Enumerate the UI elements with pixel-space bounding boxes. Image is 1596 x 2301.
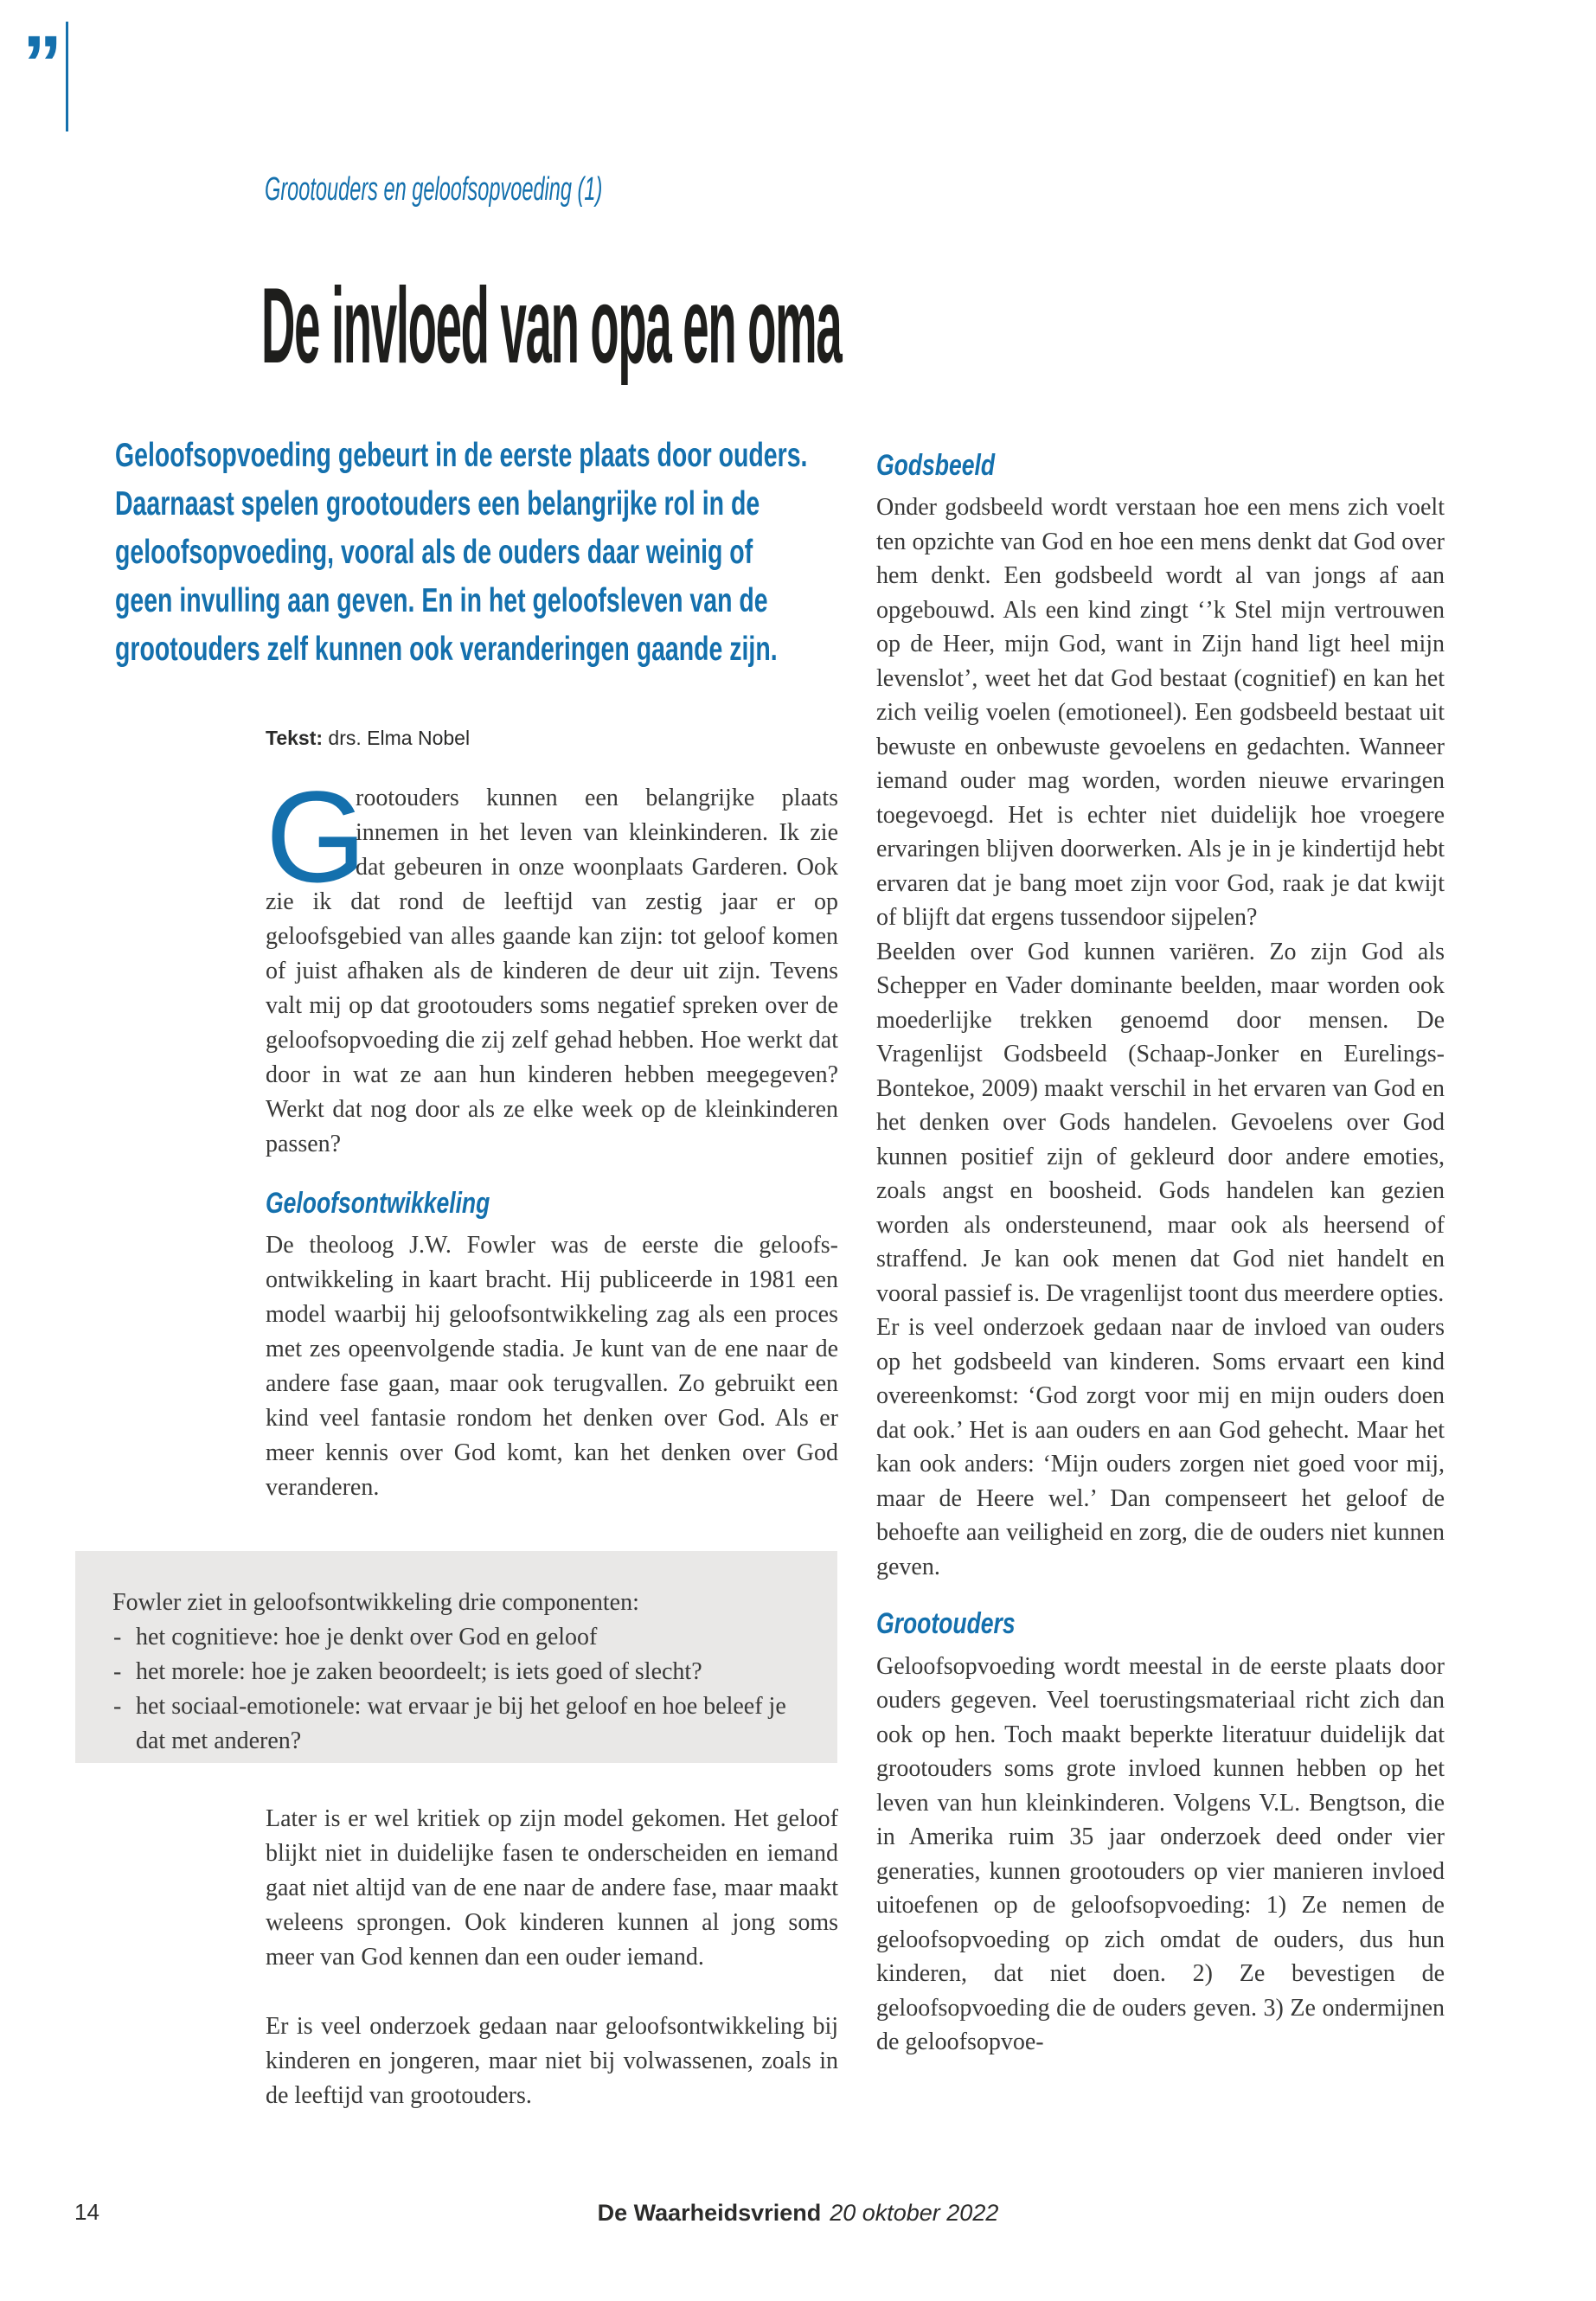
standfirst-line: geloofsopvoeding, vooral als de ouders daar weinig of	[115, 534, 753, 571]
body-paragraph: De theoloog J.W. Fowler was de eerste die geloofsontwikkeling in kaart bracht. Hij publiceerde in 1981 een model waarbij hij geloofsontwikkeling zag als een proces met zes opeenvolgende stadia. Je kunt van de ene naar de andere fase gaan, maar ook terugvallen. Zo gebruikt een kind veel fantasie rondom het denken over God. Als er meer kennis over God komt, kan het denken over God veranderen.	[266, 1232, 838, 1502]
list-item: - het morele: hoe je zaken beoordeelt; is iets goed of slecht?	[112, 1655, 801, 1689]
standfirst-line: grootouders zelf kunnen ook veranderingen gaande zijn.	[115, 631, 778, 668]
byline	[266, 727, 470, 751]
masthead-rule	[66, 22, 68, 131]
list-item: - het sociaal-emotionele: wat ervaar je bij het geloof en hoe beleef je dat met anderen?	[112, 1689, 801, 1759]
publication-name: De Waarheidsvriend	[597, 2200, 822, 2226]
body-paragraph: Later is er wel kritiek op zijn model gekomen. Het geloof blijkt niet in duidelijke fasen te onderscheiden en iemand gaat niet altijd van de ene naar de andere fase, maar maakt weleens sprongen. Ook kinderen kunnen al jong soms meer van God kennen dan een ouder iemand.	[266, 1805, 838, 1971]
quote-mark-icon: ”	[22, 20, 62, 108]
highlight-box-intro: Fowler ziet in geloofsontwikkeling drie componenten:	[112, 1589, 639, 1616]
left-column-upper	[266, 764, 838, 1505]
standfirst-line: Daarnaast spelen grootouders een belangrijke rol in de	[115, 485, 760, 522]
section-heading-grootouders: Grootouders	[876, 1607, 1016, 1641]
body-paragraph: Onder godsbeeld wordt verstaan hoe een mens zich voelt ten opzichte van God en hoe een mens denkt dat God over hem denkt. Een godsbeeld wordt al van jongs af aan opgebouwd. Als een kind zingt ‘’k Stel mijn vertrouwen op de Heer, mijn God, want in Zijn hand ligt heel mijn levenslot’, weet het dat God bestaat (cognitief) en kan het zich veilig voelen (emotioneel). Een godsbeeld bestaat uit bewuste en onbewuste gevoelens en gedachten. Wanneer iemand ouder mag worden, worden nieuwe ervaringen toegevoegd. Het is echter niet duidelijk hoe vroegere ervaringen blijven doorwerken. Als je in je kindertijd hebt ervaren dat je bang moet zijn voor God, raak je dat kwijt of blijft dat ergens tussendoor sijpelen?	[876, 494, 1445, 932]
standfirst-line: Geloofsopvoeding gebeurt in de eerste plaats door ouders.	[115, 437, 808, 474]
standfirst	[115, 432, 807, 674]
footer	[0, 2199, 1596, 2227]
list-item: - het cognitieve: hoe je denkt over God en geloof	[112, 1620, 801, 1655]
section-heading-geloofsontwikkeling: Geloofsontwikkeling	[266, 1187, 490, 1220]
page-number: 14	[74, 2199, 99, 2225]
drop-cap: G	[266, 764, 367, 909]
byline-label: Tekst:	[266, 727, 324, 749]
section-heading-godsbeeld: Godsbeeld	[876, 449, 996, 482]
right-column	[876, 450, 1445, 2060]
kicker: Grootouders en geloofsopvoeding (1)	[265, 171, 603, 208]
standfirst-line: geen invulling aan geven. En in het geloofsleven van de	[115, 582, 768, 619]
issue-date: 20 oktober 2022	[830, 2200, 999, 2226]
page-title: De invloed van opa en oma	[261, 266, 842, 386]
body-paragraph	[266, 764, 838, 1162]
body-paragraph: Er is veel onderzoek gedaan naar de invloed van ouders op het godsbeeld van kinderen. Soms ervaart een kind overeenkomst: ‘God zorgt voor mij en mijn ouders doen dat ook.’ Het is aan ouders en aan God gehecht. Maar het kan ook anders: ‘Mijn ouders zorgen niet goed voor mij, maar de Heere wel.’ Dan compenseert het geloof de behoefte aan veiligheid en zorg, die de ouders niet kunnen geven.	[876, 1314, 1445, 1580]
highlight-box-list	[112, 1620, 801, 1759]
body-paragraph: Er is veel onderzoek gedaan naar geloofsontwikkeling bij kinderen en jongeren, maar niet bij volwassenen, zoals in de leeftijd van grootouders.	[266, 2013, 838, 2109]
byline-author: drs. Elma Nobel	[323, 727, 471, 749]
paragraph-text: rootouders kunnen een belangrijke plaats innemen in het leven van kleinkinderen. Ik zie dat gebeuren in onze woonplaats Garderen. Ook zie ik dat rond de leeftijd van zestig jaar er op geloofsgebied van alles gaande kan zijn: tot geloof komen of juist afhaken als de kinderen de deur uit zijn. Tevens valt mij op dat grootouders soms negatief spreken over de geloofsopvoeding die zij zelf gehad hebben. Hoe werkt dat door in wat ze aan hun kinderen hebben meegegeven? Werkt dat nog door als ze elke week op de kleinkinderen passen?	[266, 785, 838, 1157]
body-paragraph: Beelden over God kunnen variëren. Zo zijn God als Schepper en Vader dominante beelden, maar worden ook moederlijke trekken genoemd door mensen. De Vragenlijst Godsbeeld (Schaap-Jonker en Eurelings-Bontekoe, 2009) maakt verschil in het ervaren van God en het denken over Gods handelen. Gevoelens over God kunnen positief zijn of gekleurd door andere emoties, zoals angst en boosheid. Gods handelen kan gezien worden als ondersteunend, maar ook als heersend of straffend. Je kan ook menen dat God niet handelt en vooral passief is. De vragenlijst toont dus meerdere opties.	[876, 938, 1445, 1307]
highlight-box	[75, 1551, 837, 1763]
body-paragraph: Geloofsopvoeding wordt meestal in de eerste plaats door ouders gegeven. Veel toerustingsmateriaal richt zich dan ook op hen. Toch maakt beperkte literatuur duidelijk dat grootouders soms grote invloed kunnen hebben op het leven van hun kleinkinderen. Volgens V.L. Bengtson, die in Amerika ruim 35 jaar onderzoek deed onder vier generaties, kunnen grootouders op vier manieren invloed uitoefenen op de geloofsopvoeding: 1) Ze nemen de geloofsopvoeding op zich omdat de ouders, dus hun kinderen, dat niet doen. 2) Ze bevestigen de geloofsopvoeding die de ouders geven. 3) Ze ondermijnen de geloofsopvoe-	[876, 1652, 1445, 2056]
left-column-lower	[266, 1802, 838, 2113]
